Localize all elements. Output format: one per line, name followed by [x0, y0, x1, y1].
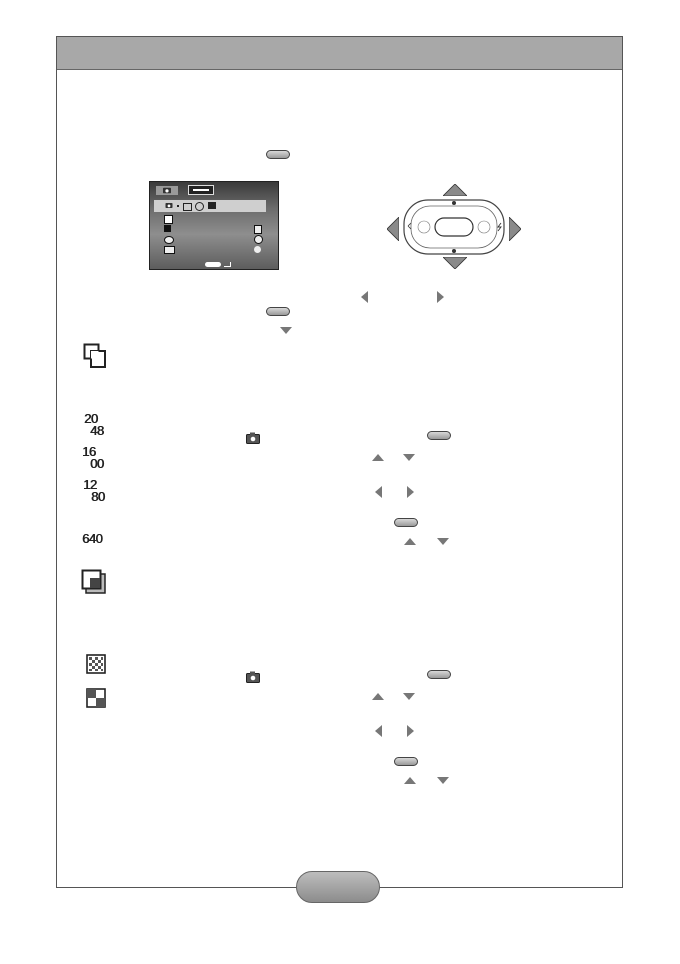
resolution-top: 12	[83, 477, 97, 492]
triangle-up-icon	[404, 538, 416, 545]
resolution-icon	[164, 215, 173, 224]
page-number-badge	[296, 871, 380, 903]
nav-pad	[402, 198, 506, 261]
resolution-bottom: 48	[90, 423, 104, 438]
pad-right-arrow	[509, 217, 521, 246]
lcd-ok-button	[205, 262, 221, 267]
wrench-icon	[193, 189, 209, 191]
triangle-right-icon	[407, 486, 414, 498]
triangle-left-icon	[375, 486, 382, 498]
triangle-down-icon	[280, 327, 292, 334]
triangle-left-icon	[361, 291, 368, 303]
resolution-option-2048	[84, 413, 103, 437]
triangle-right-icon	[437, 291, 444, 303]
triangle-left-icon	[375, 725, 382, 737]
wb-icon	[164, 246, 175, 254]
card-icon	[208, 202, 216, 209]
lcd-selected-row	[154, 200, 266, 212]
ev-icon	[164, 236, 174, 244]
resolution-option-640	[82, 533, 102, 545]
page-frame	[56, 36, 623, 888]
triangle-up-icon	[404, 777, 416, 784]
resolution-top: 640	[82, 531, 103, 546]
triangle-down-icon	[403, 693, 415, 700]
quality-value-icon	[254, 225, 262, 234]
resolution-top: 20	[84, 411, 98, 426]
triangle-up-icon	[372, 693, 384, 700]
triangle-down-icon	[437, 777, 449, 784]
tab-camera	[156, 186, 178, 195]
sun-icon	[254, 246, 261, 253]
iso-icon	[254, 235, 263, 244]
back-icon	[224, 262, 231, 267]
resolution-top: 16	[82, 444, 96, 459]
triangle-down-icon	[403, 454, 415, 461]
ok-button-icon	[266, 307, 290, 316]
quality-icon	[164, 225, 171, 232]
tab-setup	[188, 185, 214, 195]
resolution-option-1600	[82, 446, 103, 470]
resolution-bottom: 80	[91, 489, 105, 504]
pad-left-arrow	[387, 217, 399, 246]
ok-button-icon	[427, 431, 451, 440]
camera-icon	[246, 670, 260, 688]
ok-button-icon	[266, 150, 290, 159]
resolution-icon	[83, 343, 107, 374]
resolution-option-1280	[83, 479, 104, 503]
triangle-down-icon	[437, 538, 449, 545]
lcd-menu-screen	[149, 181, 279, 270]
ok-button-icon	[427, 670, 451, 679]
quality-normal-icon	[86, 688, 106, 713]
header-bar	[57, 37, 622, 70]
timer-icon	[195, 202, 204, 211]
resolution-bottom: 00	[90, 456, 104, 471]
camera-icon	[163, 188, 171, 194]
frame-icon	[183, 203, 192, 211]
camera-icon	[246, 431, 260, 449]
camera-icon	[166, 203, 173, 208]
triangle-up-icon	[372, 454, 384, 461]
quality-fine-icon	[86, 654, 106, 679]
quality-icon	[81, 569, 107, 600]
ok-button-icon	[394, 518, 418, 527]
triangle-right-icon	[407, 725, 414, 737]
ok-button-icon	[394, 757, 418, 766]
